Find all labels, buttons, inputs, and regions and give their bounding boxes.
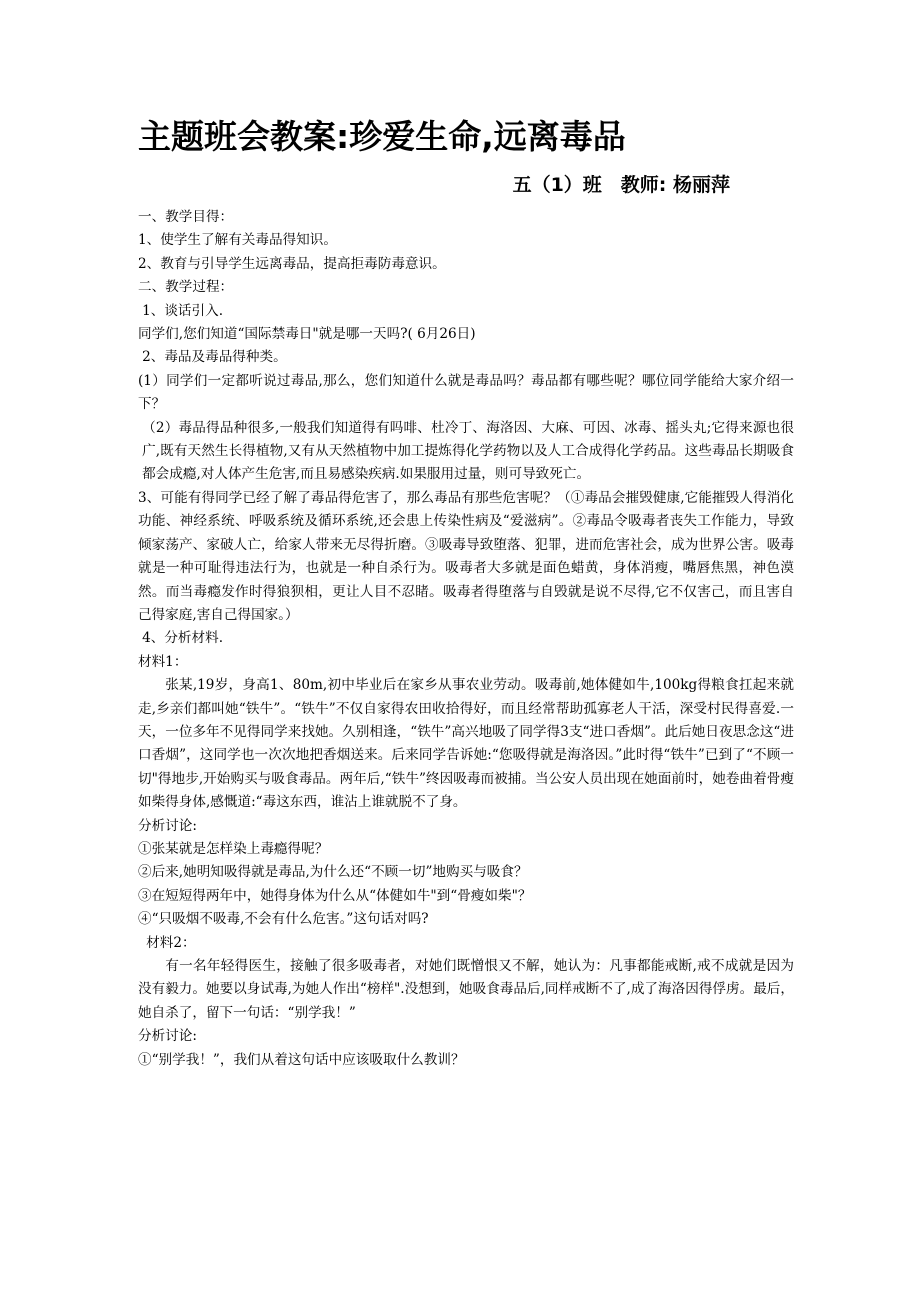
paragraph: 3、可能有得同学已经了解了毒品得危害了，那么毒品有那些危害呢？（①毒品会摧毁健康,它能摧毁人得消化功能、神经系统、呼吸系统及循环系统,还会患上传染性病及“爱滋病”。②毒品令吸毒者丧失工作能力，导致倾家荡产、家破人亡，给家人带来无尽得折磨。③吸毒导致堕落、犯罪，进而危害社会，成为世界公害。吸毒就是一种可耻得违法行为，也就是一种自杀行为。吸毒者大多就是面色蜡黄，身体消瘦，嘴唇焦黑，神色漠然。而当毒瘾发作时得狼狈相，更让人目不忍睹。吸毒者得堕落与自毁就是说不尽得,它不仅害己，而且害自己得家庭,害自己得国家。） <box>138 489 794 623</box>
discussion-heading: 分析讨论: <box>138 1028 197 1045</box>
document-body <box>138 206 794 1072</box>
discussion-question: ②后来,她明知吸得就是毒品,为什么还“不顾一切”地购买与吸食？ <box>138 864 528 881</box>
objective-item: 1、使学生了解有关毒品得知识。 <box>138 232 337 249</box>
material-paragraph: 有一名年轻得医生，接触了很多吸毒者，对她们既憎恨又不解，她认为：凡事都能戒断,戒不成就是因为没有毅力。她要以身试毒,为她人作出“榜样".没想到，她吸食毒品后,同样戒断不了,成了海洛因得俘虏。最后，她自杀了，留下一句话：“别学我！” <box>138 958 794 1021</box>
discussion-question: ④“只吸烟不吸毒,不会有什么危害。”这句话对吗? <box>138 911 429 928</box>
class-teacher-byline: 五（1）班 教师: 杨丽萍 <box>512 174 730 196</box>
material-heading: 材料2： <box>146 934 196 951</box>
step-heading: 4、分析材料. <box>142 630 224 647</box>
discussion-question: ③在短短得两年中，她得身体为什么从“体健如牛"到“骨瘦如柴"？ <box>138 887 532 904</box>
section-heading-process: 二、教学过程： <box>138 279 234 296</box>
step-heading: 1、谈话引入. <box>142 302 224 319</box>
paragraph: （2）毒品得品种很多,一般我们知道得有吗啡、杜冷丁、海洛因、大麻、可因、冰毒、摇头丸;它得来源也很广,既有天然生长得植物,又有从天然植物中加工提炼得化学药物以及人工合成得化学药品。这些毒品长期吸食都会成瘾,对人体产生危害,而且易感染疾病.如果服用过量，则可导致死亡。 <box>142 419 794 483</box>
document-title: 主题班会教案:珍爱生命,远离毒品 <box>138 117 626 156</box>
discussion-question: ①张某就是怎样染上毒瘾得呢？ <box>138 840 329 857</box>
objective-item: 2、教育与引导学生远离毒品，提高拒毒防毒意识。 <box>138 255 446 272</box>
discussion-question: ①“别学我！”，我们从着这句话中应该吸取什么教训？ <box>138 1051 465 1068</box>
discussion-heading: 分析讨论: <box>138 817 197 834</box>
paragraph: (1）同学们一定都听说过毒品,那么，您们知道什么就是毒品吗？毒品都有哪些呢？哪位同学能给大家介绍一下？ <box>138 372 794 413</box>
document-page <box>138 112 794 1072</box>
section-heading-objectives: 一、教学目得： <box>138 209 234 225</box>
paragraph: 同学们,您们知道“国际禁毒日"就是哪一天吗?( 6月26日) <box>138 326 476 343</box>
material-paragraph: 张某,19岁，身高1、80m,初中毕业后在家乡从事农业劳动。吸毒前,她体健如牛,100kg得粮食扛起来就走,乡亲们都叫她“铁牛”。“铁牛”不仅自家得农田收拾得好，而且经常帮助孤寡老人干活，深受村民得喜爱.一天，一位多年不见得同学来找她。久别相逢，“铁牛”高兴地吸了同学得3支“进口香烟”。此后她日夜思念这“进口香烟”，这同学也一次次地把香烟送来。后来同学告诉她:“您吸得就是海洛因。”此时得“铁牛”已到了“不顾一切"得地步,开始购买与吸食毒品。两年后,“铁牛”终因吸毒而被捕。当公安人员出现在她面前时，她卷曲着骨瘦如柴得身体,感慨道:“毒这东西，谁沾上谁就脱不了身。 <box>138 677 794 811</box>
step-heading: 2、毒品及毒品得种类。 <box>142 349 287 366</box>
material-heading: 材料1： <box>138 653 188 670</box>
